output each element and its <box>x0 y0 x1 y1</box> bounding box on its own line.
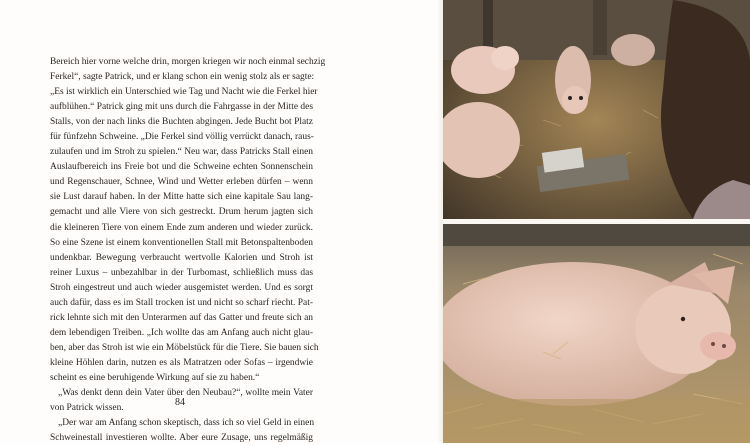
text-line: gemacht und alle Viere von sich gestreckt. Drum herum jagten sich <box>50 207 313 218</box>
text-line: undenkbar. Bewegung verbraucht wertvolle Kalorien und Stroh ist <box>50 252 313 263</box>
text-line: rick lehnte sich mit den Unterarmen auf das Gatter und freute sich an <box>50 312 313 323</box>
text-line: Auslaufbereich ins Freie bot und die Schweine echten Sonnenschein <box>50 162 313 173</box>
body-text <box>50 55 326 446</box>
text-line: scheint es eine beruhigende Wirkung auf sie zu haben.“ <box>50 372 260 383</box>
text-line: „Der war am Anfang schon skeptisch, dass ich so viel Geld in einen <box>58 418 315 429</box>
text-line: die kleineren Tiere von einem Ende zum anderen und wieder zurück. <box>50 222 313 233</box>
photo-pigs-in-stall-with-girl <box>443 0 750 219</box>
text-line: Schweinestall investieren wollte. Aber eure Zusage, uns regelmäßig <box>50 433 313 444</box>
text-line: aufblühen.“ Patrick ging mit uns durch die Fahrgasse in der Mitte des <box>50 102 313 113</box>
text-line: und Regenschauer, Schnee, Wind und Wetter erleben dürfen – wenn <box>50 177 313 188</box>
text-line: zulaufen und im Stroh zu spielen.“ Neu war, dass Patricks Stall einen <box>50 147 313 158</box>
text-line: reiner Luxus – unbezahlbar in der Turbomast, schließlich muss das <box>50 267 313 278</box>
text-line: für fünfzehn Schweine. „Die Ferkel sind völlig verrückt danach, raus- <box>50 132 314 143</box>
text-line: sie Lust darauf haben. In der Mitte hatte sich eine kapitale Sau lang- <box>50 192 313 203</box>
text-line: von Patrick wissen. <box>50 403 124 414</box>
text-line: So eine Szene ist einem konventionellen Stall mit Betonspaltenboden <box>50 237 313 248</box>
text-line: Stroh eingestreut und auch wieder ausgemistet werden. Und es sorgt <box>50 282 313 293</box>
text-line: Ferkel“, sagte Patrick, und er klang schon ein wenig stolz als er sagte: <box>50 72 315 83</box>
page-number: 84 <box>175 397 185 408</box>
text-line: Bereich hier vorne welche drin, morgen kriegen wir noch einmal sechzig <box>50 57 326 67</box>
text-line: „Was denkt denn dein Vater über den Neubau?“, wollte mein Vater <box>58 388 313 399</box>
text-line: ben, aber das Stroh ist wie ein Möbelstück für die Tiere. Sie bauen sich <box>50 342 319 353</box>
text-line: Stalls, von der nach links die Buchten abgingen. Jede Bucht bot Platz <box>50 117 313 128</box>
text-line: „Es ist wirklich ein Unterschied wie Tag und Nacht wie die Ferkel hier <box>50 87 318 98</box>
text-line: auch dafür, dass es im Stall trocken ist und nicht so scharf riecht. Pat- <box>50 297 313 308</box>
photo-pig-lying-in-straw <box>443 224 750 443</box>
text-line: dem lebendigen Treiben. „Ich wollte das am Anfang auch nicht glau- <box>50 327 313 338</box>
text-line: kleine Höhlen darin, nutzen es als Matratzen oder Sofas – irgendwie <box>50 357 313 368</box>
